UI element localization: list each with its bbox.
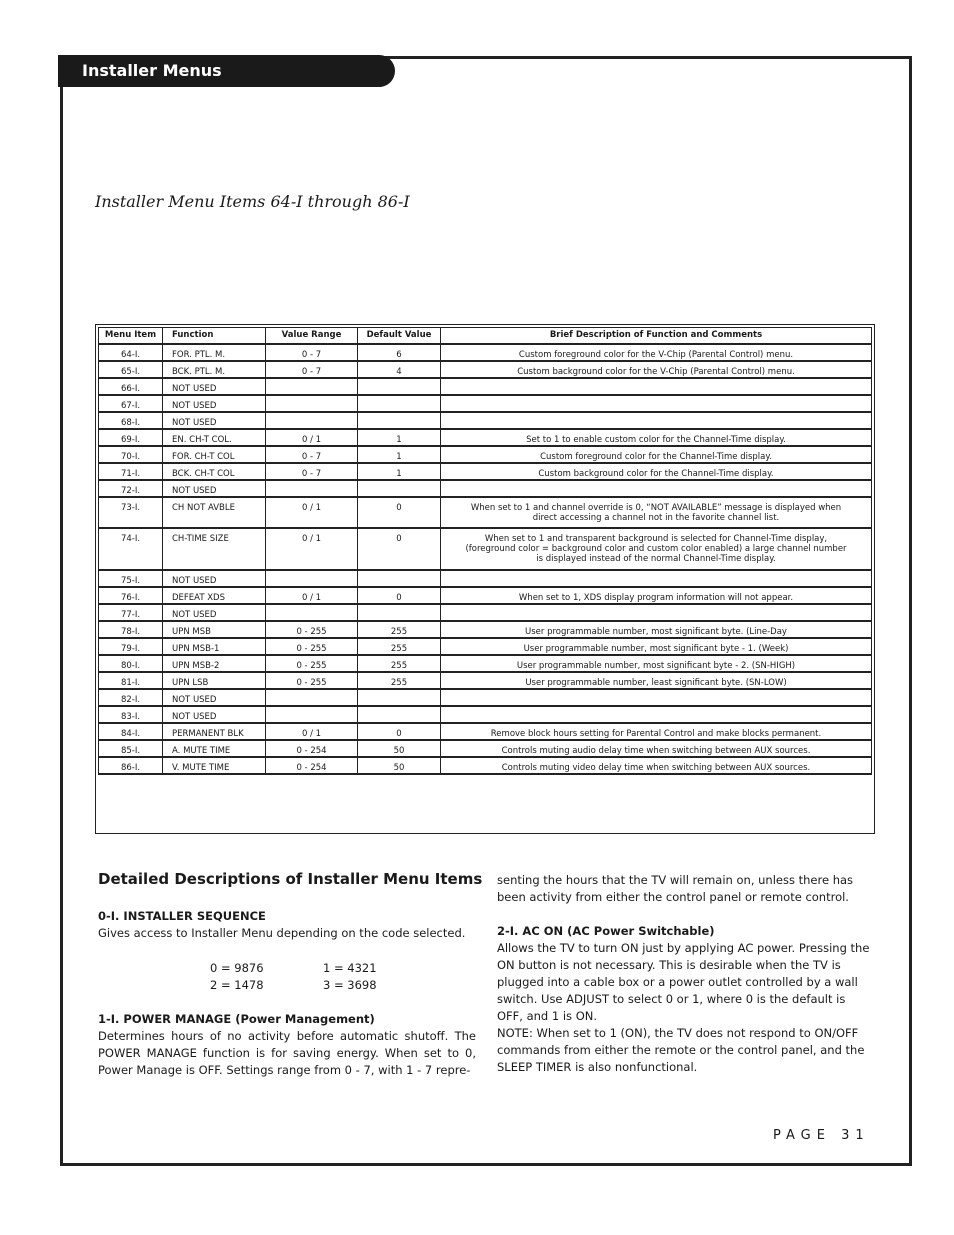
table-cell: 0 [358, 497, 441, 528]
section-2-text: Allows the TV to turn ON just by applying AC power. Pressing the ON button is not necessary. This is desirable when the TV is plugged into a cable box or a power outlet controlled by a wall switch. Use ADJUST to select 0 or 1, where 0 is the default is OFF, and 1 is ON. [497, 941, 870, 1023]
section-1-title: 1-I. POWER MANAGE (Power Management) [98, 1012, 375, 1026]
table-row [99, 480, 872, 497]
section-1 [98, 1011, 476, 1079]
table-cell: NOT USED [163, 689, 266, 706]
table-cell: 68-I. [99, 412, 163, 429]
table-cell: 76-I. [99, 587, 163, 604]
table-cell: 1 [358, 446, 441, 463]
page-frame-left [60, 56, 63, 1166]
details-right-column [497, 872, 873, 1076]
table-cell [441, 395, 872, 412]
table-cell [441, 570, 872, 587]
code-value: 1 = 4321 [323, 961, 377, 975]
table-cell: UPN MSB-1 [163, 638, 266, 655]
table-cell [266, 378, 358, 395]
table-row [99, 655, 872, 672]
table-cell: 0 - 254 [266, 740, 358, 757]
table-cell: NOT USED [163, 412, 266, 429]
column-header: Menu Item [99, 328, 163, 345]
table-cell: NOT USED [163, 480, 266, 497]
table-row [99, 497, 872, 528]
table-cell: 50 [358, 757, 441, 774]
table-cell: 77-I. [99, 604, 163, 621]
table-cell: 4 [358, 361, 441, 378]
code-value: 3 = 3698 [323, 978, 377, 992]
table-row [99, 757, 872, 774]
table-cell: 0 - 255 [266, 655, 358, 672]
table-cell: NOT USED [163, 570, 266, 587]
table-row [99, 463, 872, 480]
table-cell: FOR. CH-T COL [163, 446, 266, 463]
table-cell: 1 [358, 429, 441, 446]
table-cell: 0 - 7 [266, 361, 358, 378]
table-cell: 67-I. [99, 395, 163, 412]
table-cell [358, 395, 441, 412]
table-cell: 0 [358, 723, 441, 740]
table-cell: 66-I. [99, 378, 163, 395]
table-cell [266, 604, 358, 621]
table-cell [441, 706, 872, 723]
table-cell [441, 604, 872, 621]
menu-items-table [98, 327, 872, 775]
table-cell [266, 689, 358, 706]
table-cell: 78-I. [99, 621, 163, 638]
table-cell: Custom background color for the V-Chip (Parental Control) menu. [441, 361, 872, 378]
table-cell: 64-I. [99, 344, 163, 361]
table-cell: Set to 1 to enable custom color for the Channel-Time display. [441, 429, 872, 446]
details-left-column [98, 908, 476, 942]
table-cell [441, 378, 872, 395]
table-cell: Controls muting audio delay time when switching between AUX sources. [441, 740, 872, 757]
table-row [99, 344, 872, 361]
table-cell [441, 689, 872, 706]
column-header: Default Value [358, 328, 441, 345]
code-value: 2 = 1478 [210, 978, 264, 992]
table-cell: NOT USED [163, 706, 266, 723]
table-cell: 0 / 1 [266, 497, 358, 528]
table-cell [266, 480, 358, 497]
section-0-title: 0-I. INSTALLER SEQUENCE [98, 909, 266, 923]
table-cell: A. MUTE TIME [163, 740, 266, 757]
table-cell [358, 604, 441, 621]
table-cell: 79-I. [99, 638, 163, 655]
table-cell: 81-I. [99, 672, 163, 689]
table-cell: UPN MSB [163, 621, 266, 638]
table-cell: When set to 1 and transparent background is selected for Channel-Time display, (foreground color = background color and custom color enabled) a large channel number is displayed instead of the normal Channel-Time display. [441, 528, 872, 570]
table-cell: Custom foreground color for the V-Chip (Parental Control) menu. [441, 344, 872, 361]
codes-row [210, 960, 436, 977]
table-cell: 71-I. [99, 463, 163, 480]
table-row [99, 604, 872, 621]
table-row [99, 672, 872, 689]
table-cell: 0 - 255 [266, 638, 358, 655]
table-cell: BCK. CH-T COL [163, 463, 266, 480]
table-cell: 255 [358, 655, 441, 672]
column-header: Function [163, 328, 266, 345]
table-cell: 85-I. [99, 740, 163, 757]
table-cell: Custom foreground color for the Channel-Time display. [441, 446, 872, 463]
table-cell: UPN LSB [163, 672, 266, 689]
section-1-continued: senting the hours that the TV will remain on, unless there has been activity from either the control panel or remote control. [497, 873, 854, 904]
column-header: Value Range [266, 328, 358, 345]
table-cell: 82-I. [99, 689, 163, 706]
installer-codes [210, 960, 436, 994]
table-cell: CH-TIME SIZE [163, 528, 266, 570]
code-value: 0 = 9876 [210, 961, 264, 975]
table-cell: CH NOT AVBLE [163, 497, 266, 528]
table-cell: 83-I. [99, 706, 163, 723]
table-cell: 0 - 254 [266, 757, 358, 774]
table-cell: 0 / 1 [266, 723, 358, 740]
table-cell: 1 [358, 463, 441, 480]
table-cell: 69-I. [99, 429, 163, 446]
table-cell [441, 412, 872, 429]
section-tab [58, 55, 395, 87]
table-row [99, 528, 872, 570]
table-row [99, 446, 872, 463]
table-cell: DEFEAT XDS [163, 587, 266, 604]
table-cell [266, 395, 358, 412]
table-cell [358, 689, 441, 706]
table-cell [358, 480, 441, 497]
section-2-title: 2-I. AC ON (AC Power Switchable) [497, 924, 715, 938]
table-row [99, 361, 872, 378]
installer-menu-table [95, 324, 875, 834]
table-cell: 0 / 1 [266, 587, 358, 604]
table-cell: 0 - 7 [266, 463, 358, 480]
table-cell [441, 480, 872, 497]
table-cell: NOT USED [163, 604, 266, 621]
table-cell: 0 - 7 [266, 446, 358, 463]
table-cell [266, 570, 358, 587]
table-cell [266, 412, 358, 429]
table-cell: 0 / 1 [266, 429, 358, 446]
details-heading: Detailed Descriptions of Installer Menu Items [98, 870, 483, 888]
table-cell: User programmable number, most significant byte. (Line-Day [441, 621, 872, 638]
table-cell: User programmable number, most significant byte - 2. (SN-HIGH) [441, 655, 872, 672]
section-title: Installer Menus [82, 61, 222, 80]
page-subtitle: Installer Menu Items 64-I through 86-I [95, 192, 410, 211]
table-header-row [99, 328, 872, 345]
table-cell: 75-I. [99, 570, 163, 587]
table-row [99, 412, 872, 429]
table-cell: 0 - 255 [266, 621, 358, 638]
column-header: Brief Description of Function and Comments [441, 328, 872, 345]
table-cell: 0 [358, 528, 441, 570]
table-cell: BCK. PTL. M. [163, 361, 266, 378]
table-cell: 70-I. [99, 446, 163, 463]
section-0-text: Gives access to Installer Menu depending on the code selected. [98, 926, 466, 940]
table-cell: 255 [358, 672, 441, 689]
table-cell: 74-I. [99, 528, 163, 570]
section-1-text: Determines hours of no activity before automatic shutoff. The POWER MANAGE function is for saving energy. When set to 0, Power Manage is OFF. Settings range from 0 - 7, with 1 - 7 repre- [98, 1029, 476, 1077]
table-cell: 65-I. [99, 361, 163, 378]
table-cell: 255 [358, 638, 441, 655]
table-cell: NOT USED [163, 395, 266, 412]
table-cell: User programmable number, most significant byte - 1. (Week) [441, 638, 872, 655]
table-cell: UPN MSB-2 [163, 655, 266, 672]
table-cell: 80-I. [99, 655, 163, 672]
table-cell: When set to 1, XDS display program information will not appear. [441, 587, 872, 604]
table-row [99, 689, 872, 706]
table-cell: V. MUTE TIME [163, 757, 266, 774]
table-row [99, 378, 872, 395]
table-row [99, 429, 872, 446]
table-cell [358, 706, 441, 723]
table-cell [358, 570, 441, 587]
table-cell: FOR. PTL. M. [163, 344, 266, 361]
table-cell: When set to 1 and channel override is 0, “NOT AVAILABLE” message is displayed when direct accessing a channel not in the favorite channel list. [441, 497, 872, 528]
table-cell [358, 412, 441, 429]
table-cell: 0 / 1 [266, 528, 358, 570]
table-row [99, 740, 872, 757]
table-cell: 72-I. [99, 480, 163, 497]
table-cell [266, 706, 358, 723]
table-cell: EN. CH-T COL. [163, 429, 266, 446]
table-row [99, 570, 872, 587]
table-cell: 73-I. [99, 497, 163, 528]
table-cell: 255 [358, 621, 441, 638]
table-row [99, 638, 872, 655]
table-row [99, 706, 872, 723]
table-cell: 6 [358, 344, 441, 361]
table-cell: 0 - 255 [266, 672, 358, 689]
table-cell: Controls muting video delay time when switching between AUX sources. [441, 757, 872, 774]
table-cell [358, 378, 441, 395]
table-cell: 86-I. [99, 757, 163, 774]
table-row [99, 723, 872, 740]
table-row [99, 395, 872, 412]
table-cell: User programmable number, least significant byte. (SN-LOW) [441, 672, 872, 689]
table-cell: PERMANENT BLK [163, 723, 266, 740]
table-cell: Custom background color for the Channel-Time display. [441, 463, 872, 480]
table-row [99, 621, 872, 638]
page-number: PAGE 31 [773, 1128, 870, 1143]
table-cell: Remove block hours setting for Parental Control and make blocks permanent. [441, 723, 872, 740]
codes-row [210, 977, 436, 994]
table-cell: NOT USED [163, 378, 266, 395]
table-cell: 0 - 7 [266, 344, 358, 361]
table-cell: 84-I. [99, 723, 163, 740]
section-2-note: NOTE: When set to 1 (ON), the TV does not respond to ON/OFF commands from either the remote or the control panel, and the SLEEP TIMER is also nonfunctional. [497, 1026, 865, 1074]
table-cell: 0 [358, 587, 441, 604]
table-row [99, 587, 872, 604]
table-cell: 50 [358, 740, 441, 757]
